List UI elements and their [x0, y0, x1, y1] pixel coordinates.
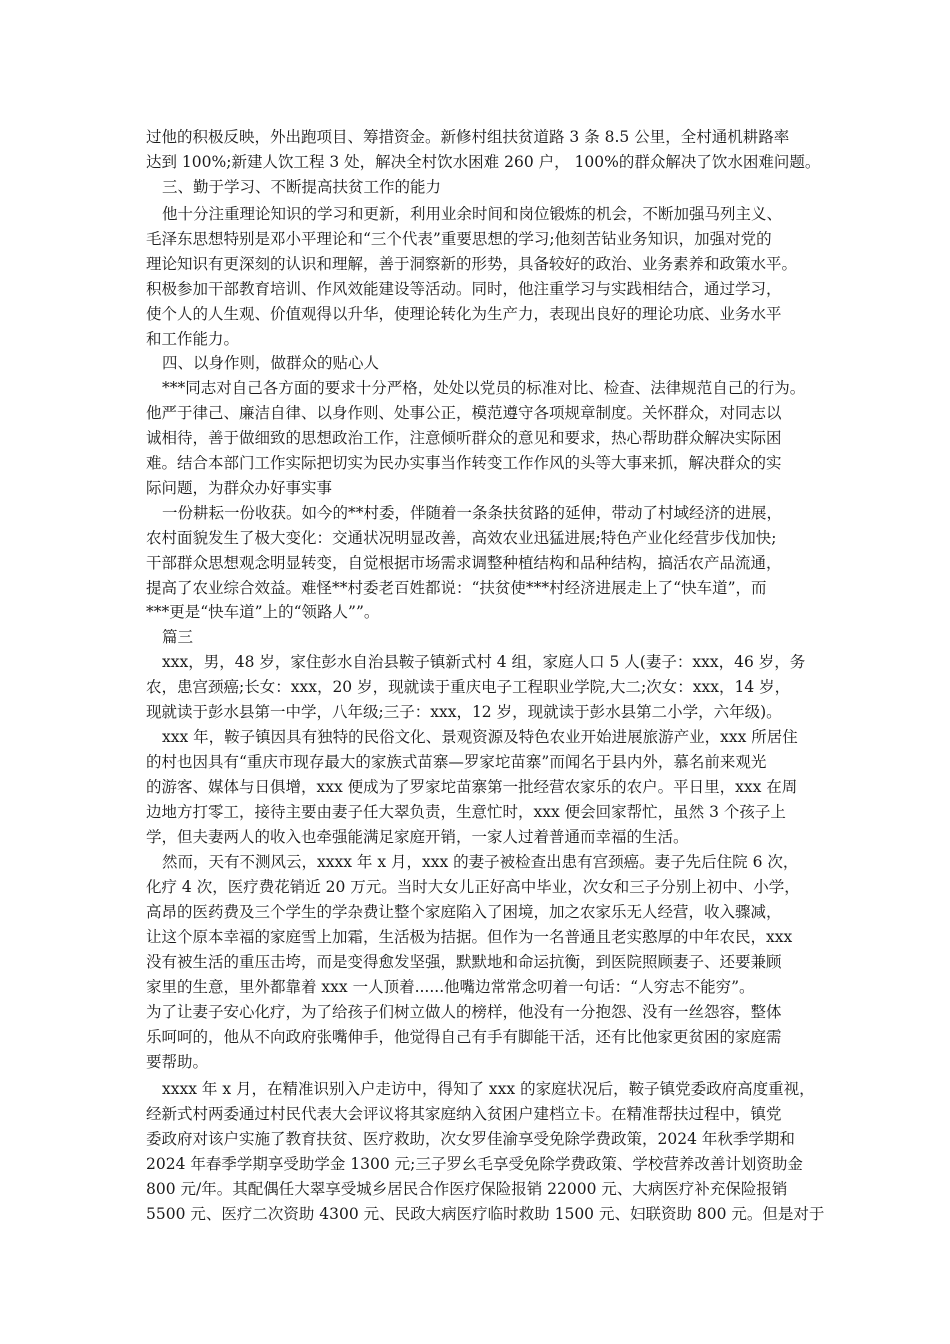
text-line: ***同志对自己各方面的要求十分严格，处处以党员的标准对比、检查、法律规范自己的行为。 — [162, 379, 806, 397]
text-line: 农村面貌发生了极大变化：交通状况明显改善，高效农业迅猛进展;特色产业化经营步伐加快; — [146, 529, 777, 547]
text-line: 委政府对该户实施了教育扶贫、医疗救助，次女罗佳渝享受免除学费政策，2024 年秋季学期和 — [146, 1130, 795, 1148]
text-line: 家里的生意，里外都靠着 xxx 一人顶着......他嘴边常常念叨着一句话：“人穷志不能穷”。 — [146, 978, 755, 996]
section-heading: 三、勤于学习、不断提高扶贫工作的能力 — [162, 178, 442, 196]
text-line: 达到 100%;新建人饮工程 3 处，解决全村饮水困难 260 户， 100%的群众解决了饮水困难问题。 — [146, 153, 821, 171]
text-line: 现就读于彭水县第一中学，八年级;三子：xxx，12 岁，现就读于彭水县第二小学，六年级)。 — [146, 703, 782, 721]
text-line: 然而，天有不测风云，xxxx 年 x 月，xxx 的妻子被检查出患有宫颈癌。妻子先后住院 6 次， — [162, 853, 799, 871]
text-line: 农，患宫颈癌;长女：xxx，20 岁，现就读于重庆电子工程职业学院,大二;次女：xxx，14 岁， — [146, 678, 791, 696]
text-line: 际问题，为群众办好事实事 — [146, 479, 333, 497]
text-line: 他十分注重理论知识的学习和更新，利用业余时间和岗位锻炼的机会，不断加强马列主义、 — [162, 205, 783, 223]
text-line: 的游客、媒体与日俱增，xxx 便成为了罗家坨苗寨第一批经营农家乐的农户。平日里，xxx 在周 — [146, 778, 798, 796]
text-line: 2024 年春季学期享受助学金 1300 元;三子罗幺毛享受免除学费政策、学校营养改善计划资助金 — [146, 1155, 803, 1173]
text-line: xxx，男，48 岁，家住彭水自治县鞍子镇新式村 4 组，家庭人口 5 人(妻子：xxx，46 岁，务 — [162, 653, 806, 671]
text-line: 积极参加干部教育培训、作风效能建设等活动。同时，他注重学习与实践相结合，通过学习， — [146, 280, 782, 298]
text-line: xxx 年，鞍子镇因具有独特的民俗文化、景观资源及特色农业开始进展旅游产业，xxx 所居住 — [162, 728, 798, 746]
text-line: 他严于律己、廉洁自律、以身作则、处事公正，模范遵守各项规章制度。关怀群众，对同志以 — [146, 404, 782, 422]
section-title: 篇三 — [162, 628, 194, 646]
text-line: 经新式村两委通过村民代表大会评议将其家庭纳入贫困户建档立卡。在精准帮扶过程中，镇党 — [146, 1105, 782, 1123]
text-line: 要帮助。 — [146, 1053, 209, 1071]
text-line: 800 元/年。其配偶任大翠享受城乡居民合作医疗保险报销 22000 元、大病医疗补充保险报销 — [146, 1180, 788, 1198]
text-line: 高昂的医药费及三个学生的学杂费让整个家庭陷入了困境，加之农家乐无人经营，收入骤减， — [146, 903, 782, 921]
text-line: 没有被生活的重压击垮，而是变得愈发坚强，默默地和命运抗衡，到医院照顾妻子、还要兼顾 — [146, 953, 782, 971]
text-line: 边地方打零工，接待主要由妻子任大翠负责，生意忙时，xxx 便会回家帮忙，虽然 3 个孩子上 — [146, 803, 786, 821]
text-line: 和工作能力。 — [146, 330, 240, 348]
text-line: 乐呵呵的，他从不向政府张嘴伸手，他觉得自己有手有脚能干活，还有比他家更贫困的家庭需 — [146, 1028, 782, 1046]
text-line: 5500 元、医疗二次资助 4300 元、民政大病医疗临时救助 1500 元、妇联资助 800 元。但是对于 — [146, 1205, 825, 1223]
text-line: ***更是“快车道”上的“领路人””。 — [146, 603, 380, 621]
text-line: 诚相待，善于做细致的思想政治工作，注意倾听群众的意见和要求，热心帮助群众解决实际困 — [146, 429, 782, 447]
text-line: 学，但夫妻两人的收入也牵强能满足家庭开销，一家人过着普通而幸福的生活。 — [146, 828, 689, 846]
text-line: 为了让妻子安心化疗，为了给孩子们树立做人的榜样，他没有一分抱怨、没有一丝怨容，整体 — [146, 1003, 782, 1021]
text-line: 让这个原本幸福的家庭雪上加霜，生活极为拮据。但作为一名普通且老实憨厚的中年农民，xxx — [146, 928, 793, 946]
section-heading: 四、以身作则，做群众的贴心人 — [162, 354, 380, 372]
text-line: 提高了农业综合效益。难怪**村委老百姓都说：“扶贫使***村经济进展走上了“快车道”，而 — [146, 579, 767, 597]
text-line: 的村也因具有“重庆市现存最大的家族式苗寨—罗家坨苗寨”而闻名于县内外，慕名前来观光 — [146, 753, 767, 771]
text-line: 理论知识有更深刻的认识和理解，善于洞察新的形势，具备较好的政治、业务素养和政策水平。 — [146, 255, 798, 273]
text-line: 使个人的人生观、价值观得以升华，使理论转化为生产力，表现出良好的理论功底、业务水平 — [146, 305, 782, 323]
text-line: 干部群众思想观念明显转变，自觉根据市场需求调整种植结构和品种结构，搞活农产品流通， — [146, 554, 782, 572]
text-line: 过他的积极反映，外出跑项目、筹措资金。新修村组扶贫道路 3 条 8.5 公里，全村通机耕路率 — [146, 128, 790, 146]
text-line: xxxx 年 x 月，在精准识别入户走访中，得知了 xxx 的家庭状况后，鞍子镇党委政府高度重视， — [162, 1080, 815, 1098]
text-line: 化疗 4 次，医疗费花销近 20 万元。当时大女儿正好高中毕业，次女和三子分别上初中、小学， — [146, 878, 800, 896]
text-line: 毛泽东思想特别是邓小平理论和“三个代表”重要思想的学习;他刻苦钻业务知识，加强对党的 — [146, 230, 772, 248]
text-line: 难。结合本部门工作实际把切实为民办实事当作转变工作作风的头等大事来抓，解决群众的实 — [146, 454, 782, 472]
text-line: 一份耕耘一份收获。如今的**村委，伴随着一条条扶贫路的延伸，带动了村域经济的进展， — [162, 504, 783, 522]
